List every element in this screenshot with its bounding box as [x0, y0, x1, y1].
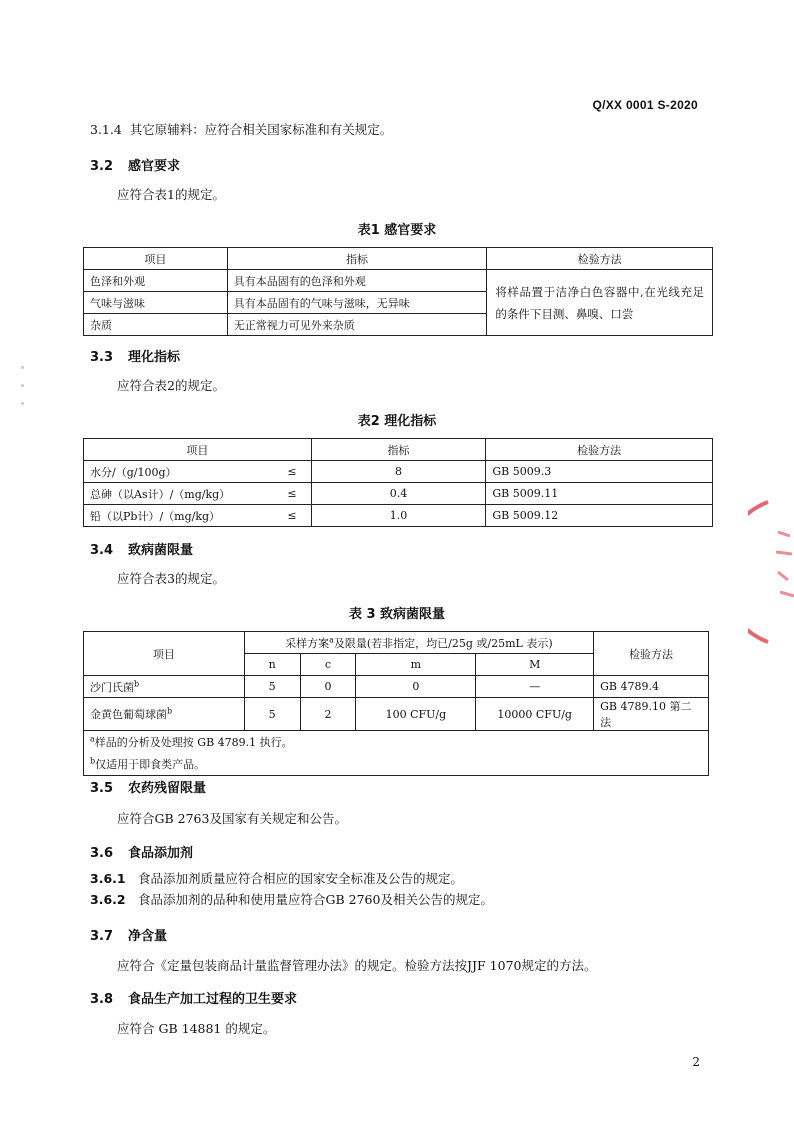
table-subheader: n [244, 654, 300, 676]
table-cell: — [476, 676, 594, 698]
cell-text: 沙门氏菌 [90, 680, 134, 694]
table-header: 项目 [84, 632, 245, 676]
table-cell: 2 [300, 698, 356, 731]
table-cell: 铅（以Pb计）/（mg/kg） [84, 505, 274, 527]
table-cell: 1.0 [311, 505, 486, 527]
table-note-row [84, 731, 709, 754]
table-cell: 无正常视力可见外来杂质 [227, 314, 487, 336]
table-cell: GB 5009.11 [486, 483, 713, 505]
seal-ring [748, 502, 768, 642]
section-text: 应符合 GB 14881 的规定。 [117, 1021, 276, 1036]
table-cell: 具有本品固有的气味与滋味，无异味 [227, 292, 487, 314]
table-header-row [84, 439, 713, 461]
section-heading-3-2 [90, 155, 180, 174]
cell-text: 金黄色葡萄球菌 [90, 708, 167, 721]
section-heading-3-8 [90, 988, 297, 1007]
table-header-plan [244, 632, 593, 654]
page-number: 2 [692, 1055, 700, 1069]
section-number: 3.3 [90, 350, 114, 365]
table-header: 检验方法 [486, 439, 713, 461]
scan-dot [21, 366, 24, 369]
clause-text: 食品添加剂的品种和使用量应符合GB 2760及相关公告的规定。 [138, 892, 493, 907]
section-title: 理化指标 [128, 350, 181, 365]
table-cell: GB 4789.10 第二法 [594, 698, 709, 731]
table-note-row [84, 753, 709, 776]
section-heading-3-3 [90, 346, 180, 365]
table-cell: 气味与滋味 [84, 292, 228, 314]
table-row [84, 505, 713, 527]
table-cell-operator: ≤ [273, 505, 311, 527]
section-number: 3.4 [90, 543, 114, 558]
section-heading-3-4 [90, 539, 193, 558]
table-cell-operator: ≤ [273, 483, 311, 505]
section-text: 应符合《定量包装商品计量监督管理办法》的规定。检验方法按JJF 1070规定的方法。 [117, 958, 597, 973]
section-number: 3.5 [90, 781, 114, 796]
table-cell: 8 [311, 461, 486, 483]
footnote-marker: b [134, 678, 140, 688]
table-subheader: m [356, 654, 476, 676]
table-cell: 0 [356, 676, 476, 698]
table-subheader: M [476, 654, 594, 676]
header-text: 采样方案 [285, 636, 330, 650]
table-cell-method: 将样品置于洁净白色容器中,在光线充足的条件下目测、鼻嗅、口尝 [487, 270, 713, 336]
table-cell: 100 CFU/g [356, 698, 476, 731]
table-header-row [84, 248, 713, 270]
table3-caption: 表 3 致病菌限量 [348, 607, 446, 622]
section-text: 应符合表1的规定。 [117, 187, 225, 202]
table-cell: 具有本品固有的色泽和外观 [227, 270, 487, 292]
red-seal-stamp [748, 492, 794, 652]
section-text: 应符合表3的规定。 [117, 571, 225, 586]
table-header: 检验方法 [487, 248, 713, 270]
table-cell: 5 [244, 676, 300, 698]
table-row [84, 270, 713, 292]
section-heading-3-6 [90, 842, 193, 861]
footnote-marker: a [90, 734, 95, 744]
table-cell: GB 4789.4 [594, 676, 709, 698]
table-row [84, 698, 709, 731]
table-cell: 0.4 [311, 483, 486, 505]
document-code: Q/XX 0001 S-2020 [592, 98, 698, 112]
table-header: 指标 [227, 248, 487, 270]
table-note [84, 731, 709, 754]
section-title: 食品添加剂 [128, 846, 194, 861]
table-cell [84, 676, 245, 698]
scan-dot [21, 384, 24, 387]
note-text: 样品的分析及处理按 GB 4789.1 执行。 [94, 736, 293, 749]
table1-caption: 表1 感官要求 [357, 223, 437, 238]
clause-3-6-2 [90, 891, 493, 909]
section-title: 致病菌限量 [128, 543, 194, 558]
table-header: 项目 [84, 439, 312, 461]
table-cell: 总砷（以As计）/（mg/kg） [84, 483, 274, 505]
table-cell: 5 [244, 698, 300, 731]
section-text: 应符合GB 2763及国家有关规定和公告。 [117, 811, 347, 826]
table-note [84, 753, 709, 776]
clause-text: 其它原辅料：应符合相关国家标准和有关规定。 [129, 122, 393, 137]
clause-number: 3.6.1 [90, 871, 126, 886]
table-header-row [84, 632, 709, 654]
table-row [84, 676, 709, 698]
table-header: 检验方法 [594, 632, 709, 676]
table-header: 指标 [311, 439, 486, 461]
table-cell [84, 698, 245, 731]
scan-dot [21, 402, 24, 405]
table-subheader: c [300, 654, 356, 676]
section-title: 农药残留限量 [128, 781, 207, 796]
table-cell: 水分/（g/100g） [84, 461, 274, 483]
section-number: 3.2 [90, 159, 114, 174]
section-number: 3.7 [90, 929, 114, 944]
header-text: 及限量(若非指定，均已/25g 或/25mL 表示) [333, 636, 553, 650]
table-cell: GB 5009.12 [486, 505, 713, 527]
footnote-marker: b [167, 706, 173, 716]
clause-3-1-4 [90, 121, 392, 139]
table-cell: GB 5009.3 [486, 461, 713, 483]
section-title: 食品生产加工过程的卫生要求 [128, 992, 298, 1007]
clause-number: 3.6.2 [90, 892, 126, 907]
footnote-marker: b [90, 756, 96, 766]
table-cell: 10000 CFU/g [476, 698, 594, 731]
seal-marks [776, 532, 794, 596]
section-number: 3.6 [90, 846, 114, 861]
table2-caption: 表2 理化指标 [357, 414, 437, 429]
clause-number: 3.1.4 [90, 122, 122, 137]
table-cell-operator: ≤ [273, 461, 311, 483]
section-title: 感官要求 [128, 159, 181, 174]
table3-pathogens [83, 631, 709, 776]
table-cell: 色泽和外观 [84, 270, 228, 292]
note-text: 仅适用于即食类产品。 [95, 758, 206, 771]
table1-sensory [83, 247, 713, 336]
table-row [84, 483, 713, 505]
footnote-marker: a [329, 634, 334, 644]
clause-3-6-1 [90, 870, 463, 888]
section-text: 应符合表2的规定。 [117, 378, 225, 393]
section-title: 净含量 [128, 929, 168, 944]
table-cell: 0 [300, 676, 356, 698]
table-cell: 杂质 [84, 314, 228, 336]
table-header: 项目 [84, 248, 228, 270]
section-heading-3-7 [90, 925, 167, 944]
section-heading-3-5 [90, 777, 206, 796]
clause-text: 食品添加剂质量应符合相应的国家安全标准及公告的规定。 [138, 871, 464, 886]
table2-physicochemical [83, 438, 713, 527]
section-number: 3.8 [90, 992, 114, 1007]
table-row [84, 461, 713, 483]
